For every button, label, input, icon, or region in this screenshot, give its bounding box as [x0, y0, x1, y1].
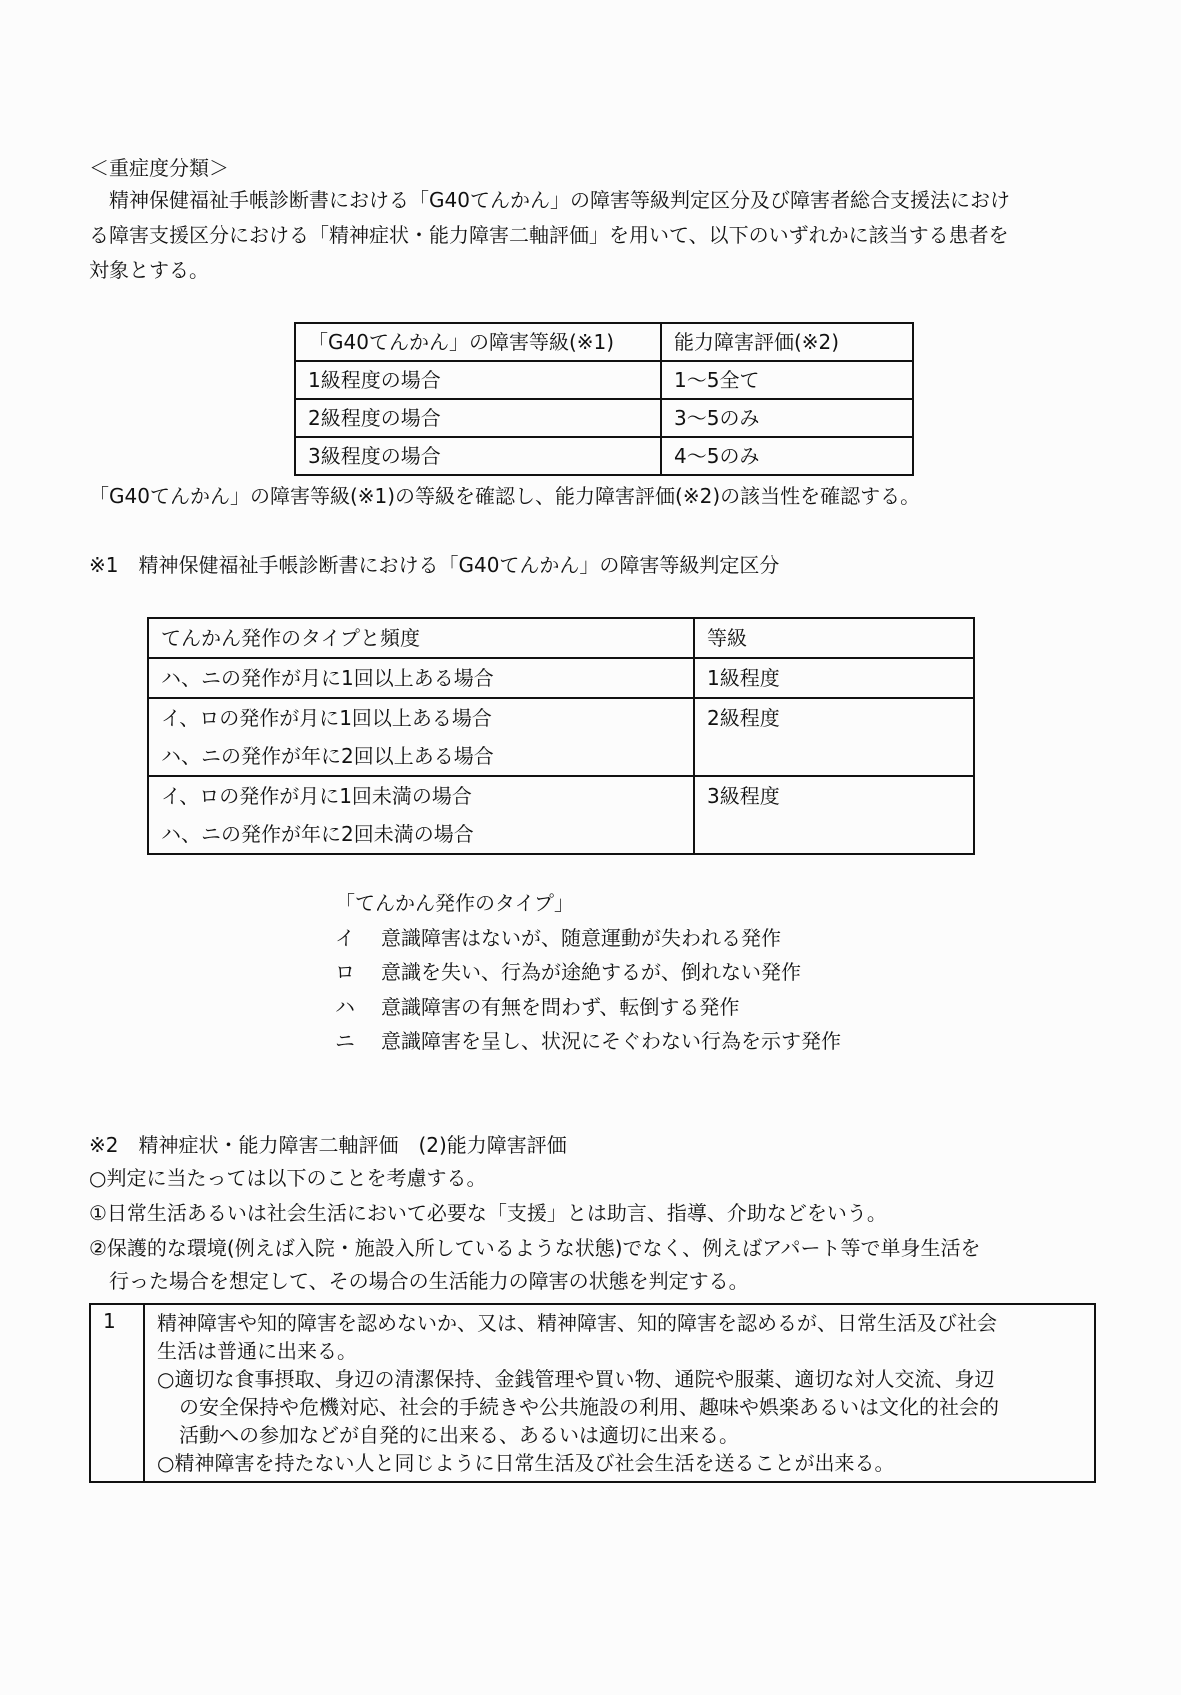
- table-row: [148, 776, 974, 854]
- list-item: [335, 921, 841, 956]
- item-text: 意識障害はないが、随意運動が失われる発作: [381, 925, 781, 950]
- item-mark: ニ: [335, 1029, 355, 1053]
- note2-line: 行った場合を想定して、その場合の生活能力の障害の状態を判定する。: [89, 1269, 749, 1293]
- item-mark: イ: [335, 925, 355, 950]
- item-text: 意識障害の有無を問わず、転倒する発作: [381, 994, 740, 1019]
- note2-line: ①日常生活あるいは社会生活において必要な「支援」とは助言、指導、介助などをいう。: [89, 1201, 887, 1225]
- intro-paragraph: [89, 183, 1099, 288]
- table-cell: 1級程度: [694, 658, 974, 698]
- intro-line: 精神保健福祉手帳診断書における「G40てんかん」の障害等級判定区分及び障害者総合支援法におけ: [89, 188, 1010, 212]
- condition-line: イ、ロの発作が月に1回未満の場合: [161, 784, 472, 808]
- note1-title: ※1 精神保健福祉手帳診断書における「G40てんかん」の障害等級判定区分: [89, 553, 780, 577]
- item-mark: ロ: [335, 960, 355, 984]
- seizure-grade-table: [147, 617, 975, 855]
- table-cell: 2級程度の場合: [295, 399, 661, 437]
- table1-note: 「G40てんかん」の障害等級(※1)の等級を確認し、能力障害評価(※2)の該当性を確認する。: [89, 484, 921, 508]
- section-title: ＜重症度分類＞: [89, 156, 229, 180]
- condition-line: イ、ロの発作が月に1回以上ある場合: [161, 706, 492, 730]
- table-row: [295, 399, 913, 437]
- grade-ability-table: [294, 322, 914, 476]
- table-header-row: [148, 618, 974, 658]
- description-line: ○適切な食事摂取、身辺の清潔保持、金銭管理や買い物、通院や服薬、適切な対人交流、身辺: [157, 1367, 995, 1391]
- table-row: [148, 698, 974, 776]
- condition-line: ハ、ニの発作が月に1回以上ある場合: [161, 666, 494, 690]
- table-cell: 3級程度の場合: [295, 437, 661, 475]
- table-header-cell: 能力障害評価(※2): [661, 323, 913, 361]
- table-cell: 1～5全て: [661, 361, 913, 399]
- table-row: [148, 658, 974, 698]
- table-cell: [148, 776, 694, 854]
- description-line: 生活は普通に出来る。: [157, 1339, 357, 1363]
- table-header-row: [295, 323, 913, 361]
- description-line: 精神障害や知的障害を認めないか、又は、精神障害、知的障害を認めるが、日常生活及び社会: [157, 1311, 997, 1335]
- description-line: の安全保持や危機対応、社会的手続きや公共施設の利用、趣味や娯楽あるいは文化的社会的: [179, 1395, 999, 1419]
- condition-line: ハ、ニの発作が年に2回未満の場合: [161, 822, 474, 846]
- ability-level-table: [89, 1303, 1096, 1483]
- table-header-cell: てんかん発作のタイプと頻度: [148, 618, 694, 658]
- seizure-types-list: [335, 886, 841, 1059]
- item-mark: ハ: [335, 994, 355, 1019]
- item-text: 意識障害を呈し、状況にそぐわない行為を示す発作: [381, 1029, 841, 1053]
- table-cell: 3級程度: [694, 776, 974, 854]
- table-cell: 1級程度の場合: [295, 361, 661, 399]
- description-line: 活動への参加などが自発的に出来る、あるいは適切に出来る。: [179, 1423, 739, 1447]
- list-item: [335, 1024, 841, 1059]
- intro-line: 対象とする。: [89, 258, 209, 282]
- table-row: [295, 437, 913, 475]
- table-cell: [148, 658, 694, 698]
- table-header-cell: 「G40てんかん」の障害等級(※1): [295, 323, 661, 361]
- level-number: 1: [91, 1305, 145, 1481]
- note2-line: ②保護的な環境(例えば入院・施設入所しているような状態)でなく、例えばアパート等で単身生活を: [89, 1236, 981, 1260]
- note2-line: ○判定に当たっては以下のことを考慮する。: [89, 1166, 487, 1190]
- table-row: [295, 361, 913, 399]
- seizure-types-title: 「てんかん発作のタイプ」: [335, 891, 574, 915]
- note2-lines: [89, 1161, 1099, 1296]
- intro-line: る障害支援区分における「精神症状・能力障害二軸評価」を用いて、以下のいずれかに該当する患者を: [89, 223, 1009, 247]
- item-text: 意識を失い、行為が途絶するが、倒れない発作: [381, 960, 801, 984]
- table-cell: [148, 698, 694, 776]
- table-header-cell: 等級: [694, 618, 974, 658]
- table-cell: 3～5のみ: [661, 399, 913, 437]
- list-item: [335, 955, 841, 990]
- table-cell: 2級程度: [694, 698, 974, 776]
- level-description: [145, 1305, 1094, 1481]
- table-cell: 4～5のみ: [661, 437, 913, 475]
- note2-title: ※2 精神症状・能力障害二軸評価 (2)能力障害評価: [89, 1133, 567, 1157]
- description-line: ○精神障害を持たない人と同じように日常生活及び社会生活を送ることが出来る。: [157, 1451, 895, 1475]
- condition-line: ハ、ニの発作が年に2回以上ある場合: [161, 744, 494, 768]
- list-item: [335, 990, 841, 1025]
